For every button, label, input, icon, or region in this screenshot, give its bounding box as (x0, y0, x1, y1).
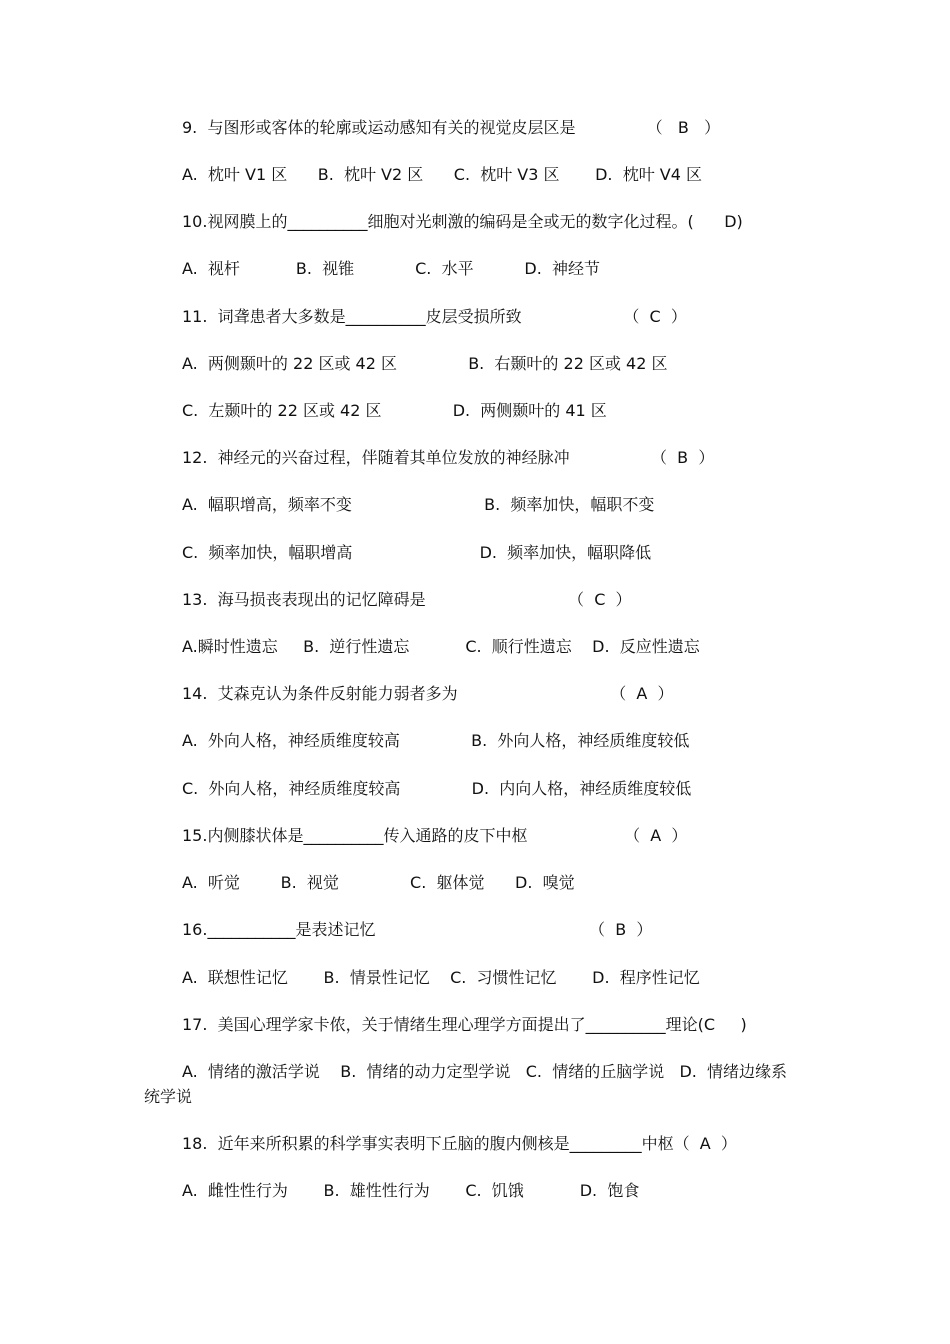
question-14: 14. 艾森克认为条件反射能力弱者多为 （ A ） (182, 684, 674, 703)
options-11-row-1: A. 两侧颞叶的 22 区或 42 区 B. 右颞叶的 22 区或 42 区 (182, 354, 668, 373)
options-14-row-1: A. 外向人格，神经质维度较高 B. 外向人格，神经质维度较低 (182, 731, 690, 750)
question-11: 11. 词聋患者大多数是__________皮层受损所致 （ C ） (182, 307, 687, 326)
options-18: A. 雌性性行为 B. 雄性性行为 C. 饥饿 D. 饱食 (182, 1181, 640, 1200)
options-12-row-2: C. 频率加快，幅职增高 D. 频率加快，幅职降低 (182, 543, 652, 562)
options-9: A. 枕叶 V1 区 B. 枕叶 V2 区 C. 枕叶 V3 区 D. 枕叶 V4 区 (182, 165, 702, 184)
question-10: 10.视网膜上的__________细胞对光刺激的编码是全或无的数字化过程。( D) (182, 212, 743, 231)
question-13: 13. 海马损丧表现出的记忆障碍是 （ C ） (182, 590, 632, 609)
options-10: A. 视杆 B. 视锥 C. 水平 D. 神经节 (182, 259, 601, 278)
question-17: 17. 美国心理学家卡侬，关于情绪生理心理学方面提出了__________理论(C ) (182, 1015, 747, 1034)
options-16: A. 联想性记忆 B. 情景性记忆 C. 习惯性记忆 D. 程序性记忆 (182, 968, 700, 987)
question-12: 12. 神经元的兴奋过程，伴随着其单位发放的神经脉冲 （ B ） (182, 448, 715, 467)
options-11-row-2: C. 左颞叶的 22 区或 42 区 D. 两侧颞叶的 41 区 (182, 401, 607, 420)
options-13: A.瞬时性遗忘 B. 逆行性遗忘 C. 顺行性遗忘 D. 反应性遗忘 (182, 637, 700, 656)
question-18: 18. 近年来所积累的科学事实表明下丘脑的腹内侧核是_________中枢（ A ） (182, 1134, 737, 1153)
question-9: 9. 与图形或客体的轮廓或运动感知有关的视觉皮层区是 （ B ） (182, 118, 721, 137)
question-16: 16.___________是表述记忆 （ B ） (182, 920, 653, 939)
options-12-row-1: A. 幅职增高，频率不变 B. 频率加快，幅职不变 (182, 495, 655, 514)
options-14-row-2: C. 外向人格，神经质维度较高 D. 内向人格，神经质维度较低 (182, 779, 692, 798)
question-15: 15.内侧膝状体是__________传入通路的皮下中枢 （ A ） (182, 826, 688, 845)
options-17-row-1: A. 情绪的激活学说 B. 情绪的动力定型学说 C. 情绪的丘脑学说 D. 情绪边缘系 (182, 1062, 788, 1081)
options-15: A. 听觉 B. 视觉 C. 躯体觉 D. 嗅觉 (182, 873, 575, 892)
options-17-row-2: 统学说 (144, 1087, 193, 1106)
